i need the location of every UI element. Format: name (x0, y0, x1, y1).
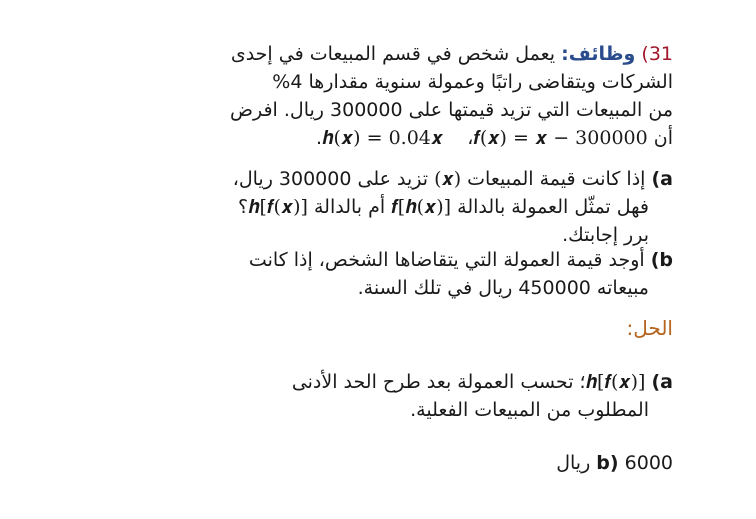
solution-a-composition: 𝒉[𝒇(𝒙)] (585, 371, 646, 393)
part-a-label: a) (651, 168, 673, 190)
part-a-text-1: إذا كانت قيمة المبيعات (467, 168, 646, 190)
solution-b-label: b) (596, 452, 619, 474)
solution-a-label: a) (651, 371, 673, 393)
part-b (53, 246, 673, 302)
part-b-label: b) (650, 249, 673, 271)
part-b-text-1: أوجد قيمة العمولة التي يتقاضاها الشخص، إذا كانت (248, 249, 645, 271)
problem-title: وظائف: (561, 43, 636, 65)
problem-statement (53, 40, 673, 152)
solution-a-line-2: المطلوب من المبيعات الفعلية. (410, 399, 649, 421)
part-a-var: (𝒙) (434, 168, 462, 190)
part-a-text-3: فهل تمثّل العمولة بالدالة (457, 196, 649, 218)
solution-b (53, 449, 673, 477)
problem-line-4-end: . (316, 127, 323, 149)
part-a-line-2 (53, 193, 673, 221)
composition-h-of-f: 𝒉[𝒇(𝒙)] (248, 196, 308, 218)
problem-line-2: الشركات ويتقاضى راتبًا وعمولة سنوية مقدارها 4% (272, 71, 673, 93)
part-b-line-2: مبيعاته 450000 ريال في تلك السنة. (357, 277, 649, 299)
part-a (53, 165, 673, 249)
part-a-text-2: تزيد على 300000 ريال، (232, 168, 429, 190)
solution-b-line (53, 449, 673, 477)
solution-a-text-1: ؛ تحسب العمولة بعد طرح الحد الأدنى (291, 371, 586, 393)
problem-number: 31) (641, 43, 673, 65)
problem-line-3: من المبيعات التي تزيد قيمتها على 300000 ريال. افرض (230, 99, 673, 121)
problem-line-1 (53, 40, 673, 68)
part-a-line-3: برر إجابتك. (562, 224, 649, 246)
solution-heading: الحل: (626, 316, 673, 340)
part-a-line-1 (53, 165, 673, 193)
composition-f-of-h: 𝒇[𝒉(𝒙)] (391, 196, 452, 218)
solution-b-text: 6000 ريال (556, 452, 673, 474)
problem-line-4 (53, 124, 673, 152)
solution-a-line-1 (53, 368, 673, 396)
part-a-text-4: أم بالدالة (313, 196, 386, 218)
problem-line-4-prefix: أن (653, 127, 673, 149)
solution-a (53, 368, 673, 424)
f-definition: 𝒇(𝒙) = 𝒙 − 300000 (473, 127, 648, 149)
definition-separator: ، (467, 127, 474, 149)
problem-text-1: يعمل شخص في قسم المبيعات في إحدى (230, 43, 562, 65)
h-definition: 𝒉(𝒙) = 0.04𝒙 (322, 127, 444, 149)
part-a-question-mark: ؟ (237, 196, 249, 218)
part-b-line-1 (53, 246, 673, 274)
